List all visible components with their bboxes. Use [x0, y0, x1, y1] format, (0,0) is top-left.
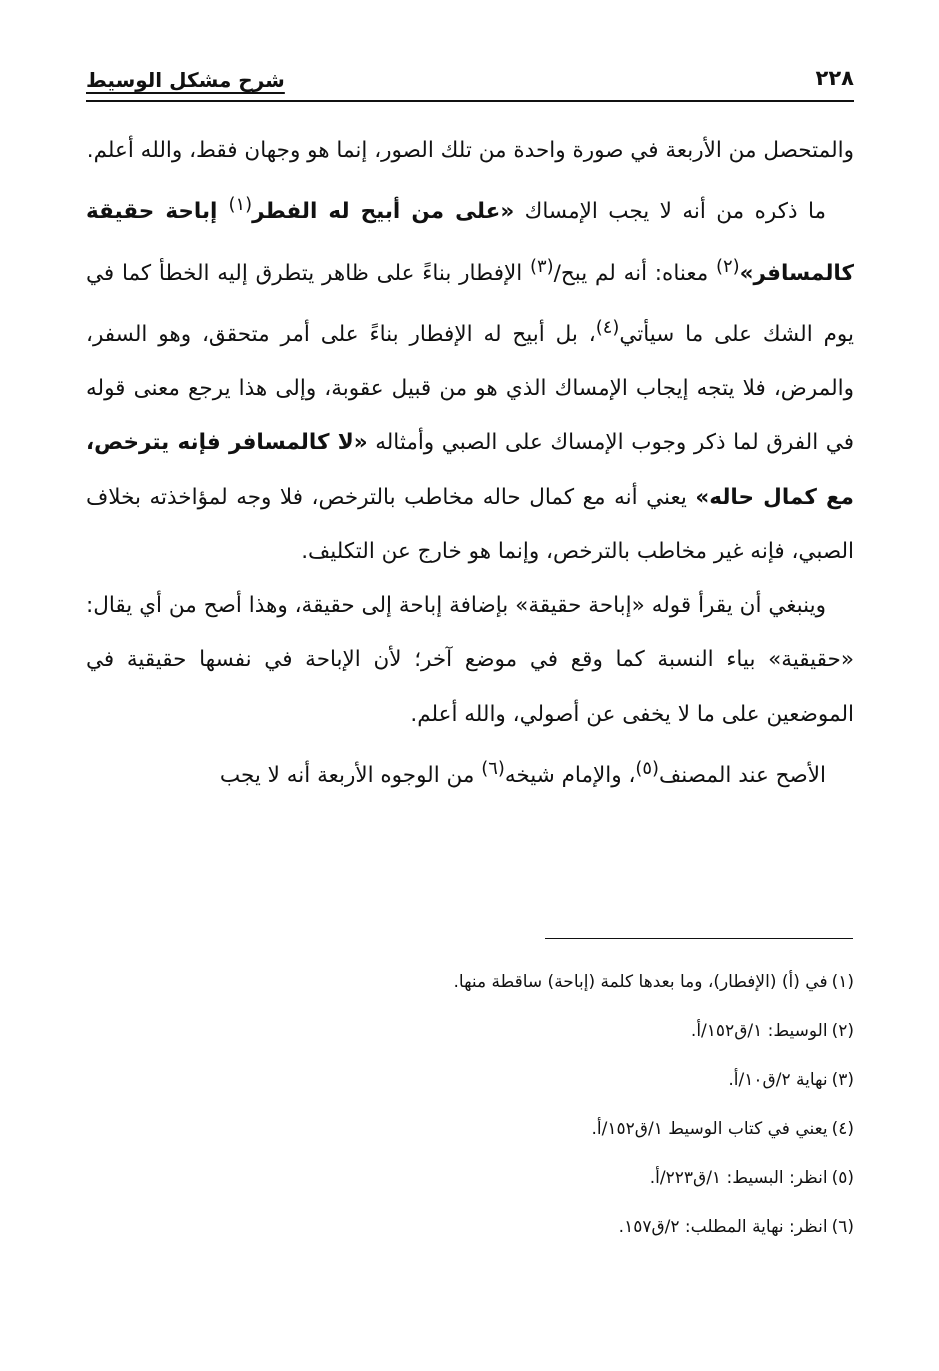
text-span: يعني أنه مع كمال حاله مخاطب بالترخص، فلا وجه لمؤاخذته بخلاف الصبي، فإنه غير مخاطب بالترخص، وإنما هو خارج عن التكليف. [86, 484, 854, 564]
footnote-2 [86, 1007, 854, 1056]
text-span: من الوجوه الأربعة أنه لا يجب [219, 762, 482, 788]
footnote-ref-6[interactable]: (٦) [481, 757, 505, 779]
footnotes [86, 958, 854, 1252]
paragraph-3: وينبغي أن يقرأ قوله «إباحة حقيقة» بإضافة إباحة إلى حقيقة، وهذا أصح من أي يقال: «حقيقية» بياء النسبة كما وقع في موضع آخر؛ لأن الإباحة في نفسها حقيقية في الموضعين على ما لا يخفى عن أصولي، والله أعلم. [86, 593, 854, 727]
footnote-ref-4[interactable]: (٤) [595, 316, 620, 338]
page-number: ٢٢٨ [815, 66, 854, 90]
footnote-text: في (أ) (الإفطار)، وما بعدها كلمة (إباحة) ساقطة منها. [453, 972, 828, 992]
footnote-1 [86, 958, 854, 1007]
footnote-number: (١) [831, 972, 854, 992]
paragraph-2 [86, 178, 854, 579]
footnote-divider [545, 938, 853, 939]
footnote-number: (٦) [831, 1217, 854, 1237]
footnote-6 [86, 1203, 854, 1252]
paragraph-4 [86, 742, 854, 803]
footnote-number: (٣) [831, 1070, 854, 1090]
text-span: الإفطار بناءً على ظاهر يتطرق إليه الخطأ كما في يوم الشك على ما سيأتي [86, 260, 854, 348]
footnote-ref-5[interactable]: (٥) [635, 757, 660, 779]
quoted-phrase: «على من أبيح له الفطر [252, 199, 515, 225]
paragraph-1: والمتحصل من الأربعة في صورة واحدة من تلك الصور، إنما هو وجهان فقط، والله أعلم. [86, 138, 854, 163]
footnote-ref-3[interactable]: (٣) [529, 255, 554, 277]
text-span: معناه: أنه لم يبح/ [553, 260, 717, 286]
quoted-phrase: إباحة حقيقة كالمسافر» [86, 199, 854, 286]
text-span: الأصح عند المصنف [659, 762, 826, 788]
footnote-ref-2[interactable]: (٢) [716, 255, 740, 277]
footnote-text: يعني في كتاب الوسيط ١/ق١٥٢/أ. [591, 1119, 828, 1139]
footnote-text: الوسيط: ١/ق١٥٢/أ. [690, 1021, 828, 1041]
footnote-4 [86, 1105, 854, 1154]
running-title: شرح مشكل الوسيط [86, 68, 285, 92]
text-span: ، والإمام شيخه [504, 762, 636, 788]
footnote-text: انظر: البسيط: ١/ق٢٢٣/أ. [649, 1168, 828, 1188]
footnote-text: نهاية ٢/ق١٠/أ. [728, 1070, 828, 1090]
main-text [86, 124, 854, 803]
quoted-phrase: «لا كالمسافر فإنه يترخص، مع كمال حاله» [86, 430, 854, 510]
page-header [86, 66, 854, 102]
footnote-number: (٢) [831, 1021, 854, 1041]
text-span: ما ذكره من أنه لا يجب الإمساك [524, 199, 827, 225]
footnote-text: انظر: نهاية المطلب: ٢/ق١٥٧. [618, 1217, 828, 1237]
footnote-5 [86, 1154, 854, 1203]
text-span: ، بل أبيح له الإفطار بناءً على أمر متحقق، وهو السفر، والمرض، فلا يتجه إيجاب الإمساك الذي هو من قبيل عقوبة، وإلى هذا يرجع معنى قوله في الفرق لما ذكر وجوب الإمساك على الصبي وأمثاله [86, 322, 854, 456]
footnote-number: (٤) [831, 1119, 854, 1139]
footnote-number: (٥) [831, 1168, 854, 1188]
footnote-ref-1[interactable]: (١) [228, 194, 253, 216]
footnote-3 [86, 1056, 854, 1105]
